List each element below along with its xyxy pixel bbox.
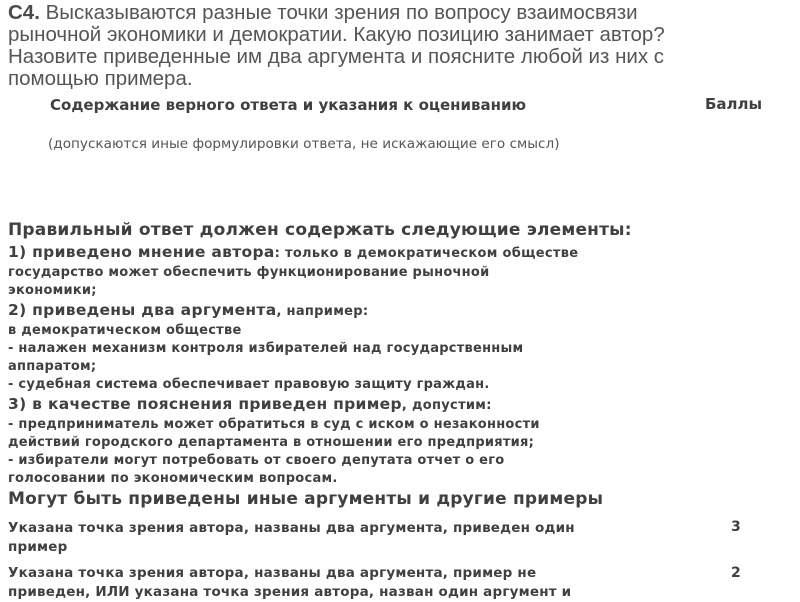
other-arguments-note: Могут быть приведены иные аргументы и другие примеры [8,489,604,509]
question-line-3: Назовите приведенные им два аргумента и поясните любой из них с [8,45,665,68]
item-2 [8,300,688,322]
item-3 [8,394,688,416]
item-2-line-1: в демократическом обществе [8,323,242,338]
item-3-line-1: - предприниматель может обратиться в суд с иском о незаконности [8,417,540,432]
item-2-line-2: - налажен механизм контроля избирателей над государственным [8,341,524,356]
item-2-line-3: аппаратом; [8,359,97,374]
item-3-after: , допустим: [401,398,492,413]
question-text-1: Высказываются разные точки зрения по вопросу взаимосвязи [39,2,638,24]
table-header-note: (допускаются иные формулировки ответа, не искажающие его смысл) [48,136,560,152]
score-row-1-line-2: пример [8,539,68,555]
score-row-1-points: 3 [731,519,741,535]
item-2-after: , например: [276,304,369,319]
item-3-line-2: действий городского департамента в отношении его предприятия; [8,435,535,450]
score-row-1-line-1: Указана точка зрения автора, названы два аргумента, приведен один [8,520,575,536]
item-3-line-4: голосовании по экономическим вопросам. [8,471,338,486]
item-2-title: 2) приведены два аргумента [8,301,277,319]
question-block [8,2,798,92]
question-line-1 [8,2,798,24]
score-row-1-text [8,519,575,557]
score-row-2-line-2: приведен, ИЛИ указана точка зрения автора, назван один аргумент и [8,584,572,600]
item-1-title: 1) приведено мнение автора [8,243,275,261]
answer-content [8,219,688,511]
item-1 [8,242,688,264]
table-header-title: Содержание верного ответа и указания к оцениванию [50,96,527,114]
table-header-points: Баллы [705,95,763,113]
item-1-text-a: : только в демократическом обществе [274,246,579,261]
item-2-line-4: - судебная система обеспечивает правовую защиту граждан. [8,377,490,392]
item-1-text-c: экономики; [8,283,97,298]
item-3-line-3: - избиратели могут потребовать от своего депутата отчет о его [8,453,505,468]
score-row-2-text [8,564,571,602]
score-row-2-points: 2 [731,565,741,581]
question-line-4: помощью примера. [8,67,193,90]
score-row-2-line-1: Указана точка зрения автора, названы два аргумента, пример не [8,565,537,581]
question-label: С4. [8,2,40,24]
item-3-title: 3) в качестве пояснения приведен пример [8,395,402,413]
question-line-2: рыночной экономики и демократии. Какую позицию занимает автор? [8,23,665,46]
answer-heading: Правильный ответ должен содержать следующие элементы: [8,220,632,240]
item-1-text-b: государство может обеспечить функционирование рыночной [8,265,490,280]
